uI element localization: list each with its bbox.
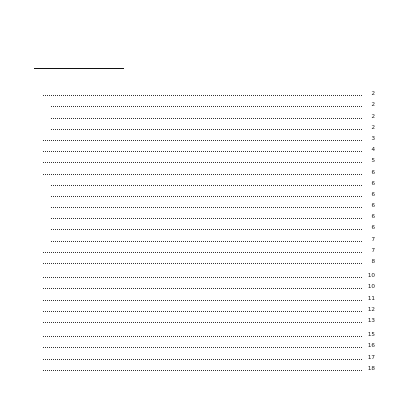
toc-dot-leader xyxy=(51,229,362,230)
toc-entry[interactable] xyxy=(30,254,375,265)
header-contact-line xyxy=(0,9,400,17)
toc-dot-leader xyxy=(43,322,362,323)
toc-dot-leader xyxy=(51,129,362,130)
toc-dot-leader xyxy=(51,185,362,186)
toc-page-number: 2 xyxy=(371,91,375,98)
toc-entry[interactable] xyxy=(30,97,375,108)
toc-page-number: 2 xyxy=(371,113,375,120)
toc-entry[interactable] xyxy=(30,142,375,153)
toc-entry[interactable] xyxy=(30,209,375,220)
toc-entry[interactable] xyxy=(30,243,375,254)
toc-page-number: 6 xyxy=(371,225,375,232)
toc-dot-leader xyxy=(43,300,362,301)
toc-page-number: 12 xyxy=(367,306,375,313)
toc-entry[interactable] xyxy=(30,86,375,97)
toc-entry[interactable] xyxy=(30,268,375,279)
toc-page-number: 3 xyxy=(371,135,375,142)
toc-entry[interactable] xyxy=(30,327,375,338)
toc-page-number: 11 xyxy=(367,295,375,302)
toc-dot-leader xyxy=(51,196,362,197)
toc-entry[interactable] xyxy=(30,220,375,231)
toc-dot-leader xyxy=(43,95,362,96)
toc-dot-leader xyxy=(43,252,362,253)
toc-dot-leader xyxy=(43,162,362,163)
toc-page-number: 13 xyxy=(367,317,375,324)
toc-page-number: 15 xyxy=(367,332,375,339)
toc-page-number: 4 xyxy=(371,147,375,154)
toc-page-number: 2 xyxy=(371,124,375,131)
toc-dot-leader xyxy=(43,288,362,289)
toc-entry[interactable] xyxy=(30,131,375,142)
toc-entry[interactable] xyxy=(30,187,375,198)
toc-dot-leader xyxy=(43,311,362,312)
toc-entry[interactable] xyxy=(30,290,375,301)
toc-dot-leader xyxy=(43,151,362,152)
toc-page-number: 10 xyxy=(367,273,375,280)
toc-dot-leader xyxy=(51,218,362,219)
toc-entry[interactable] xyxy=(30,231,375,242)
toc-entry[interactable] xyxy=(30,302,375,313)
toc-page-number: 6 xyxy=(371,214,375,221)
toc-page-number: 5 xyxy=(371,158,375,165)
toc-entry[interactable] xyxy=(30,313,375,324)
toc-title xyxy=(34,52,124,69)
toc-page-number: 17 xyxy=(367,354,375,361)
toc-entry[interactable] xyxy=(30,176,375,187)
toc-dot-leader xyxy=(43,263,362,264)
toc-entry[interactable] xyxy=(30,153,375,164)
toc-dot-leader xyxy=(43,174,362,175)
toc-page-number: 10 xyxy=(367,284,375,291)
toc-page-number: 7 xyxy=(371,247,375,254)
toc-dot-leader xyxy=(51,106,362,107)
toc-dot-leader xyxy=(43,277,362,278)
toc-entry[interactable] xyxy=(30,338,375,349)
toc-dot-leader xyxy=(51,207,362,208)
toc-entry[interactable] xyxy=(30,164,375,175)
toc-list xyxy=(30,86,375,372)
toc-dot-leader xyxy=(43,347,362,348)
toc-page-number: 6 xyxy=(371,169,375,176)
toc-page-number: 2 xyxy=(371,102,375,109)
toc-dot-leader xyxy=(43,359,362,360)
toc-dot-leader xyxy=(43,140,362,141)
toc-dot-leader xyxy=(51,241,362,242)
toc-page-number: 6 xyxy=(371,191,375,198)
toc-entry[interactable] xyxy=(30,120,375,131)
toc-entry[interactable] xyxy=(30,198,375,209)
toc-dot-leader xyxy=(43,336,362,337)
toc-entry[interactable] xyxy=(30,349,375,360)
toc-page-number: 16 xyxy=(367,343,375,350)
toc-page-number: 6 xyxy=(371,180,375,187)
toc-entry[interactable] xyxy=(30,279,375,290)
toc-entry[interactable] xyxy=(30,361,375,372)
toc-page-number: 7 xyxy=(371,236,375,243)
toc-dot-leader xyxy=(51,118,362,119)
toc-page-number: 8 xyxy=(371,259,375,265)
toc-page-number: 6 xyxy=(371,203,375,210)
toc-dot-leader xyxy=(43,370,362,371)
toc-page-number: 18 xyxy=(367,365,375,372)
toc-entry[interactable] xyxy=(30,108,375,119)
